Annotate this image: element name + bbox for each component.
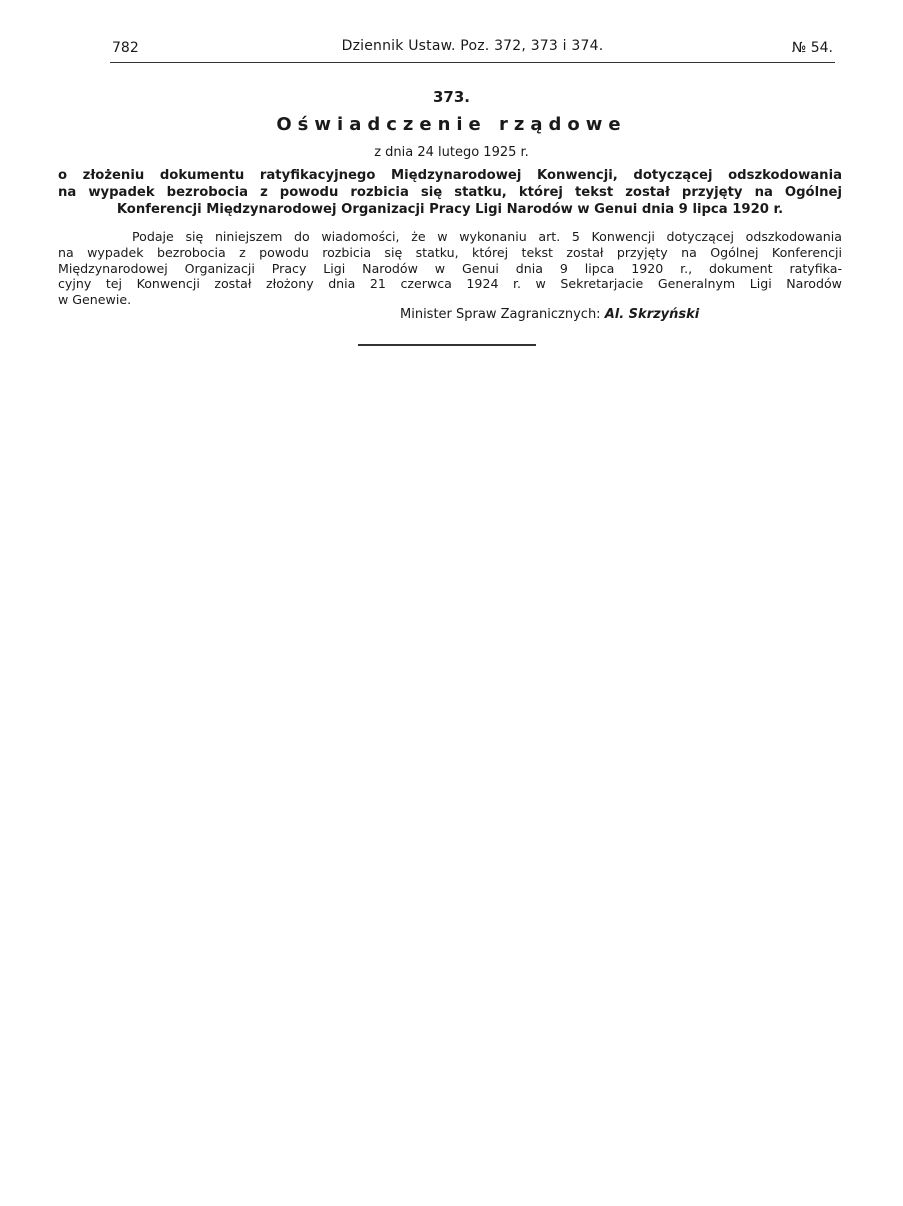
- body-line: Podaje się niniejszem do wiadomości, że w wykonaniu art. 5 Konwencji dotyczącej odszkodowania: [132, 229, 842, 244]
- subject-line: na wypadek bezrobocia z powodu rozbicia się statku, której tekst został przyjęty na Ogólnej: [58, 185, 842, 200]
- header-divider: [110, 62, 835, 63]
- subject-line: o złożeniu dokumentu ratyfikacyjnego Międzynarodowej Konwencji, dotyczącej odszkodowania: [58, 168, 842, 183]
- signature: [400, 307, 699, 322]
- signature-name: Al. Skrzyński: [604, 307, 700, 322]
- page-number: 782: [112, 40, 139, 56]
- signature-role: Minister Spraw Zagranicznych:: [400, 307, 601, 322]
- document-title: Oświadczenie rządowe: [276, 114, 627, 135]
- page-header: [110, 36, 835, 58]
- section-end-divider: [358, 344, 536, 346]
- document-date: z dnia 24 lutego 1925 r.: [374, 145, 529, 160]
- body-line: cyjny tej Konwencji został złożony dnia 21 czerwca 1924 r. w Sekretarjacie Generalnym Ligi Narodów: [58, 276, 842, 292]
- body-paragraph: [58, 229, 842, 308]
- subject-line: Konferencji Międzynarodowej Organizacji Pracy Ligi Narodów w Genui dnia 9 lipca 1920 r.: [116, 202, 784, 217]
- issue-number: № 54.: [791, 40, 833, 56]
- item-number: 373.: [432, 88, 470, 106]
- body-line: Międzynarodowej Organizacji Pracy Ligi Narodów w Genui dnia 9 lipca 1920 r., dokument ratyfika-: [58, 260, 842, 276]
- journal-title: Dziennik Ustaw. Poz. 372, 373 i 374.: [341, 38, 604, 54]
- document-subject: [58, 167, 842, 218]
- body-line: na wypadek bezrobocia z powodu rozbicia się statku, której tekst został przyjęty na Ogólnej Konferencji: [58, 244, 842, 260]
- body-line: w Genewie.: [58, 292, 132, 308]
